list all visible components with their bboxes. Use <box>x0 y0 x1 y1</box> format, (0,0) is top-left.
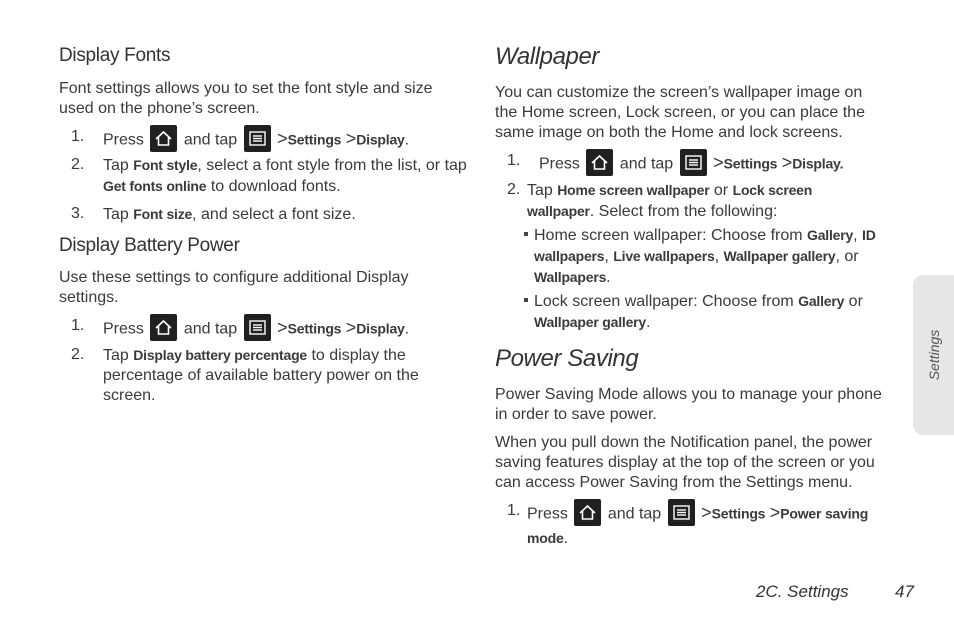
footer-page-number: 47 <box>895 582 914 601</box>
home-icon <box>150 314 177 341</box>
wallpaper-heading: Wallpaper <box>495 43 600 70</box>
wallpaper-intro: You can customize the screen’s wallpaper image on the Home screen, Lock screen, or you can place the same image on both the Home and lock screens. <box>495 84 865 141</box>
wallpaper-bullet-2: Lock screen wallpaper: Choose from Gallery or Wallpaper gallery. <box>524 291 904 333</box>
menu-icon <box>244 314 271 341</box>
display-battery-intro: Use these settings to configure additional Display settings. <box>59 269 409 306</box>
power-saving-intro-1: Power Saving Mode allows you to manage your phone in order to save power. <box>495 386 882 423</box>
menu-icon <box>244 125 271 152</box>
bullet-icon <box>524 298 528 302</box>
menu-icon <box>668 499 695 526</box>
display-fonts-heading: Display Fonts <box>59 45 171 66</box>
menu-icon <box>680 149 707 176</box>
footer-section: 2C. Settings <box>756 582 849 601</box>
power-saving-intro-2: When you pull down the Notification panel, the power saving features display at the top of the screen or you can access Power Saving from the Settings menu. <box>495 434 875 491</box>
section-side-tab-label: Settings <box>925 329 942 381</box>
power-saving-heading: Power Saving <box>495 345 639 372</box>
home-icon <box>150 125 177 152</box>
display-fonts-intro: Font settings allows you to set the font style and size used on the phone’s screen. <box>59 80 433 117</box>
home-icon <box>586 149 613 176</box>
display-battery-heading: Display Battery Power <box>59 235 240 256</box>
wallpaper-bullet-1: Home screen wallpaper: Choose from Gallery, ID wallpapers, Live wallpapers, Wallpaper gallery, or Wallpapers. <box>524 225 904 288</box>
bullet-icon <box>524 232 528 236</box>
section-side-tab <box>913 275 954 435</box>
home-icon <box>574 499 601 526</box>
